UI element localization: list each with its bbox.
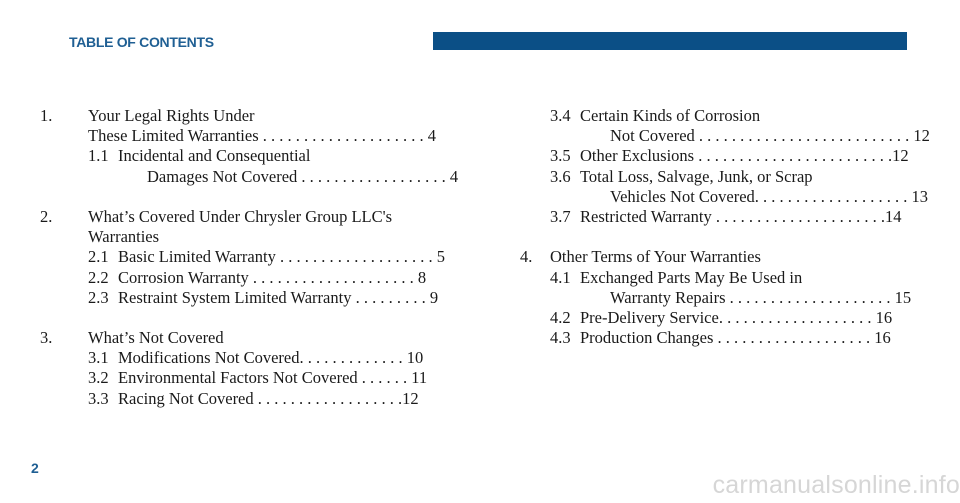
toc-text: These Limited Warranties . . . . . . . . . . . . . . . . . . . . 4 (88, 126, 437, 146)
toc-left-column (40, 106, 465, 409)
toc-number: 4. (520, 247, 533, 267)
toc-text: Modifications Not Covered. . . . . . . . . . . . . 10 (118, 348, 424, 368)
toc-text: Warranty Repairs . . . . . . . . . . . . . . . . . . . . 15 (610, 287, 912, 307)
toc-entry-3-4-cont[interactable] (520, 126, 930, 146)
toc-text: Warranties (88, 227, 160, 247)
toc-entry-1-cont[interactable] (40, 126, 465, 146)
toc-text: Corrosion Warranty . . . . . . . . . . . . . . . . . . . . 8 (118, 267, 427, 287)
toc-text: Pre-Delivery Service. . . . . . . . . . . . . . . . . . . 16 (580, 307, 893, 327)
toc-text: Basic Limited Warranty . . . . . . . . . . . . . . . . . . . 5 (118, 247, 445, 267)
toc-text: Incidental and Consequential (118, 146, 311, 166)
toc-text: Restricted Warranty . . . . . . . . . . . . . . . . . . . . .14 (580, 206, 902, 226)
toc-entry-3-4[interactable] (520, 106, 898, 126)
toc-text: Damages Not Covered . . . . . . . . . . . . . . . . . . 4 (147, 166, 459, 186)
page-number: 2 (31, 460, 39, 476)
toc-entry-4-2[interactable] (520, 308, 898, 328)
toc-number: 3.5 (550, 146, 571, 166)
toc-entry-3-3[interactable] (40, 389, 465, 409)
toc-entry-4-1-cont[interactable] (520, 287, 912, 308)
toc-entry-1-1-cont[interactable] (40, 167, 465, 187)
toc-number: 3.6 (550, 166, 571, 186)
toc-number: 1.1 (88, 146, 109, 166)
toc-entry-3[interactable] (40, 328, 465, 348)
toc-text: Vehicles Not Covered. . . . . . . . . . . . . . . . . . . 13 (610, 186, 929, 206)
toc-number: 2.2 (88, 267, 109, 287)
toc-entry-2-1[interactable] (40, 247, 465, 267)
toc-text: Your Legal Rights Under (88, 106, 255, 125)
toc-text: Environmental Factors Not Covered . . . . . . 11 (118, 368, 428, 388)
toc-entry-1[interactable] (40, 106, 465, 126)
toc-text: Other Exclusions . . . . . . . . . . . . . . . . . . . . . . . .12 (580, 146, 909, 166)
toc-number: 3.2 (88, 368, 109, 388)
toc-number: 4.2 (550, 307, 571, 327)
toc-text: What’s Not Covered (88, 328, 224, 348)
toc-entry-1-1[interactable] (40, 146, 465, 166)
toc-entry-2[interactable] (40, 207, 465, 227)
toc-text: What’s Covered Under Chrysler Group LLC's (88, 206, 393, 226)
toc-entry-3-5[interactable] (520, 146, 909, 166)
toc-number: 3.4 (550, 106, 571, 125)
toc-text: Exchanged Parts May Be Used in (580, 267, 803, 287)
page-header-title: TABLE OF CONTENTS (69, 34, 214, 50)
watermark-text: carmanualsonline.info (712, 471, 960, 499)
toc-number: 3.7 (550, 206, 571, 226)
toc-right-column (520, 106, 930, 348)
toc-number: 3.3 (88, 388, 109, 408)
toc-text: Not Covered . . . . . . . . . . . . . . . . . . . . . . . . . . 12 (610, 126, 930, 146)
toc-entry-4-1[interactable] (520, 268, 898, 288)
toc-text: Total Loss, Salvage, Junk, or Scrap (580, 166, 813, 186)
toc-entry-3-6[interactable] (520, 167, 898, 187)
toc-text: Certain Kinds of Corrosion (580, 106, 761, 125)
toc-entry-2-3[interactable] (40, 288, 465, 308)
toc-number: 3. (40, 328, 53, 348)
toc-entry-2-cont[interactable] (40, 227, 465, 247)
toc-entry-3-2[interactable] (40, 368, 465, 388)
toc-entry-3-6-cont[interactable] (520, 186, 929, 207)
toc-number: 1. (40, 106, 53, 125)
toc-number: 4.3 (550, 328, 571, 348)
toc-entry-4-3[interactable] (520, 328, 898, 348)
toc-entry-3-1[interactable] (40, 348, 465, 368)
toc-text: Production Changes . . . . . . . . . . . . . . . . . . . 16 (580, 328, 891, 348)
toc-text: Other Terms of Your Warranties (550, 247, 761, 267)
toc-number: 2.3 (88, 287, 109, 307)
toc-text: Restraint System Limited Warranty . . . . . . . . . 9 (118, 287, 439, 307)
toc-entry-2-2[interactable] (40, 268, 465, 288)
toc-text: Racing Not Covered . . . . . . . . . . . . . . . . . .12 (118, 388, 419, 408)
toc-number: 2. (40, 206, 53, 226)
toc-number: 2.1 (88, 247, 109, 267)
toc-number: 4.1 (550, 267, 571, 287)
toc-entry-4[interactable] (520, 247, 898, 267)
toc-entry-3-7[interactable] (520, 206, 902, 227)
header-bar (433, 32, 907, 50)
toc-number: 3.1 (88, 348, 109, 368)
